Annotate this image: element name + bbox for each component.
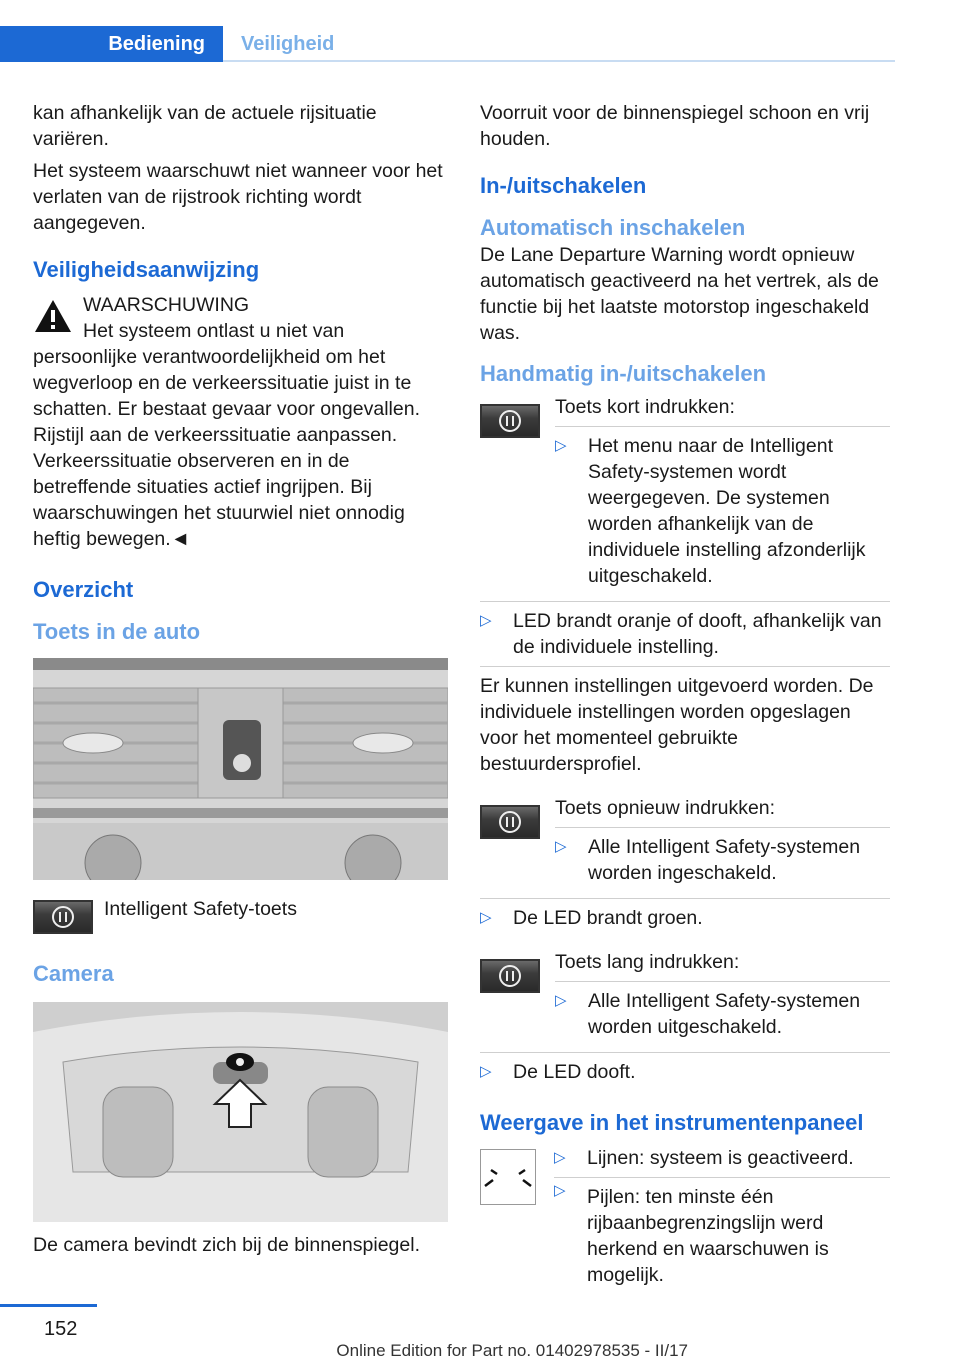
tab-veiligheid[interactable]: Veiligheid bbox=[241, 33, 335, 55]
page-header bbox=[0, 0, 895, 62]
paragraph: Er kunnen instellingen uitgevoerd worden. De individuele instellingen worden opgeslagen voor het momenteel gebruikte bestuurdersprofiel. bbox=[480, 675, 874, 775]
camera-photo bbox=[33, 1002, 448, 1222]
divider bbox=[480, 666, 890, 667]
safety-button-icon bbox=[480, 959, 540, 993]
again-press-block bbox=[480, 795, 890, 892]
header-divider bbox=[223, 60, 895, 62]
right-column bbox=[480, 100, 890, 1294]
safety-button-icon bbox=[33, 900, 93, 934]
left-column bbox=[33, 100, 448, 1264]
paragraph: kan afhankelijk van de actuele rijsituatie variëren. bbox=[33, 102, 377, 150]
paragraph: Voorruit voor de binnenspiegel schoon en vrij houden. bbox=[480, 102, 870, 150]
divider bbox=[480, 898, 890, 899]
edition-note: Online Edition for Part no. 01402978535 - II/17 bbox=[336, 1341, 688, 1360]
list-item: ▷ Alle Intelligent Safety-systemen worden uitgeschakeld. bbox=[555, 988, 890, 1040]
safety-symbol-icon bbox=[498, 964, 522, 988]
warning-icon bbox=[33, 298, 73, 334]
page-number: 152 bbox=[44, 1318, 78, 1340]
section-heading: Overzicht bbox=[33, 577, 134, 602]
subsection-heading: Automatisch inschakelen bbox=[480, 215, 746, 240]
safety-button-icon bbox=[480, 404, 540, 438]
divider bbox=[555, 426, 890, 427]
safety-button-icon bbox=[480, 805, 540, 839]
tab-bediening[interactable]: Bediening bbox=[0, 26, 223, 62]
long-press-block bbox=[480, 949, 890, 1046]
section-heading: Veiligheidsaanwijzing bbox=[33, 257, 260, 282]
list-item: ▷ LED brandt oranje of dooft, afhankelijk van de individuele instelling. bbox=[480, 608, 890, 660]
subsection-heading: Camera bbox=[33, 961, 114, 986]
divider bbox=[555, 981, 890, 982]
lane-lines-icon bbox=[480, 1149, 536, 1205]
safety-symbol-icon bbox=[498, 810, 522, 834]
list-item: ▷ Pijlen: ten minste één rijbaanbegrenzingslijn werd herkend en waarschuwen is mogelijk. bbox=[554, 1177, 890, 1288]
subsection-heading: Handmatig in-/uitschakelen bbox=[480, 361, 767, 386]
short-press-block bbox=[480, 394, 890, 595]
display-block bbox=[480, 1145, 890, 1294]
warning-title: WAARSCHUWING bbox=[83, 294, 250, 316]
button-legend bbox=[33, 896, 448, 934]
list-item: ▷ Alle Intelligent Safety-systemen worden ingeschakeld. bbox=[555, 834, 890, 886]
dashboard-illustration bbox=[33, 658, 448, 880]
warning-block bbox=[33, 292, 448, 552]
instruction-text: Toets lang indrukken: bbox=[555, 951, 740, 973]
list-item: ▷ De LED dooft. bbox=[480, 1059, 890, 1085]
dashboard-button-photo bbox=[33, 658, 448, 880]
section-heading: In-/uitschakelen bbox=[480, 173, 647, 198]
safety-symbol-icon bbox=[51, 905, 75, 929]
camera-caption: De camera bevindt zich bij de binnenspiegel. bbox=[33, 1234, 420, 1256]
list-item: ▷ De LED brandt groen. bbox=[480, 905, 890, 931]
subsection-heading: Toets in de auto bbox=[33, 619, 201, 644]
camera-illustration bbox=[33, 1002, 448, 1222]
divider bbox=[480, 1052, 890, 1053]
button-caption: Intelligent Safety-toets bbox=[104, 898, 297, 920]
instruction-text: Toets kort indrukken: bbox=[555, 396, 735, 418]
divider bbox=[480, 601, 890, 602]
list-item: ▷ Het menu naar de Intelligent Safety-systemen wordt weergegeven. De systemen worden afhankelijk van de individuele instelling afzonderlijk uitgeschakeld. bbox=[555, 433, 890, 589]
lane-lines-symbol bbox=[481, 1150, 535, 1204]
section-heading: Weergave in het instrumentenpaneel bbox=[480, 1110, 864, 1135]
warning-text: Het systeem ontlast u niet van persoonlijke verantwoordelijkheid om het wegverloop en de verkeerssituatie juist in te schatten. Er bestaat gevaar voor ongevallen. Rijstijl aan de verkeerssituatie aanpassen. Verkeerssituatie observeren en in de betreffende situaties actief ingrijpen. Bij waarschuwingen het stuurwiel niet onnodig heftig bewegen.◄ bbox=[33, 320, 420, 550]
paragraph: Het systeem waarschuwt niet wanneer voor het verlaten van de rijstrook richting wordt aangegeven. bbox=[33, 160, 443, 234]
safety-symbol-icon bbox=[498, 409, 522, 433]
divider bbox=[555, 827, 890, 828]
list-item: ▷ Lijnen: systeem is geactiveerd. bbox=[554, 1145, 890, 1171]
instruction-text: Toets opnieuw indrukken: bbox=[555, 797, 776, 819]
paragraph: De Lane Departure Warning wordt opnieuw automatisch geactiveerd na het vertrek, als de functie bij het laatste motorstop ingeschakeld was. bbox=[480, 244, 879, 344]
footer-divider bbox=[0, 1304, 97, 1307]
